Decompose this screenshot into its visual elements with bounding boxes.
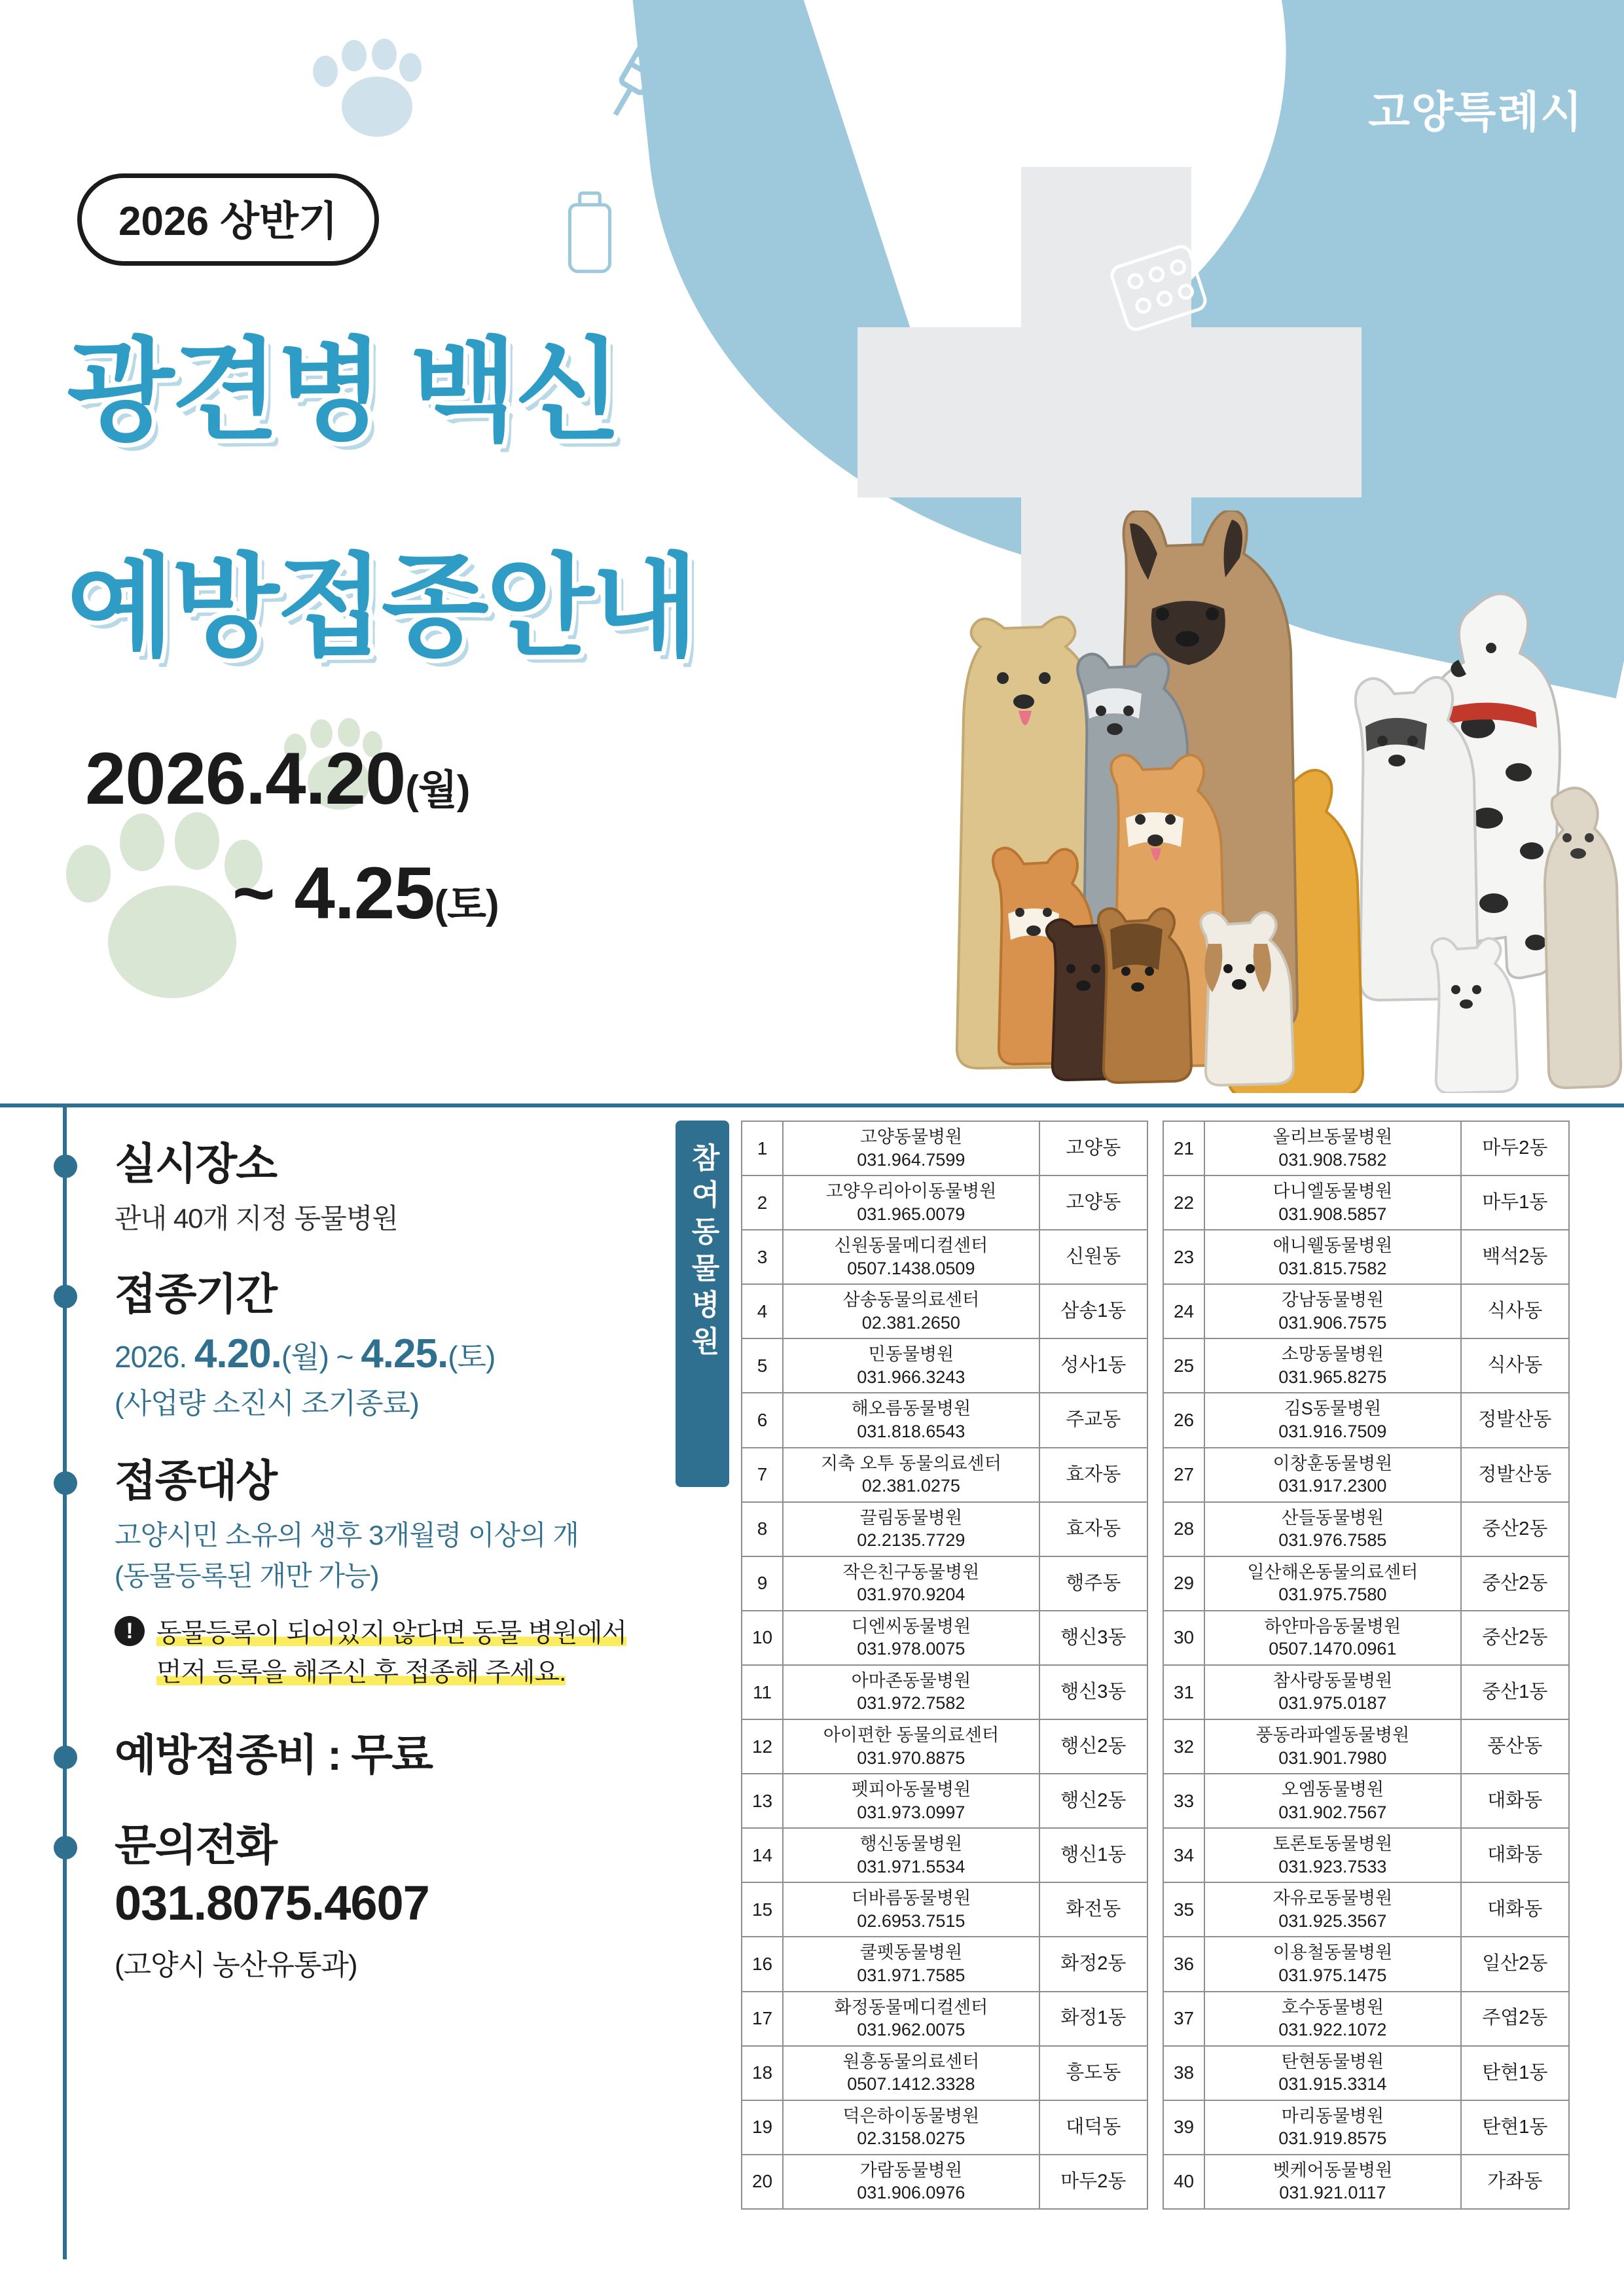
clinic-name: 해오름동물병원 — [851, 1399, 971, 1419]
period-tilde: ~ — [328, 1339, 361, 1374]
table-row — [1163, 1230, 1569, 1284]
clinic-name: 애니웰동물병원 — [1272, 1236, 1393, 1256]
bullet-dot-icon — [54, 1471, 77, 1495]
clinic-name-tel — [1204, 1937, 1461, 1991]
table-row — [742, 2155, 1147, 2209]
clinic-phone[interactable]: 031.975.1475 — [1278, 1965, 1387, 1985]
table-row — [1163, 1284, 1569, 1338]
poster-title-line-1: 광견병 백신 — [67, 329, 620, 454]
dog-small-white — [1432, 939, 1517, 1093]
table-row — [742, 1230, 1147, 1284]
bullet-dot-icon — [54, 1746, 77, 1769]
clinic-number: 40 — [1163, 2155, 1204, 2209]
clinic-district: 행신2동 — [1039, 1774, 1147, 1828]
clinic-name: 참사랑동물병원 — [1272, 1670, 1393, 1691]
clinic-district: 정발산동 — [1461, 1448, 1569, 1502]
period-heading: 접종기간 — [115, 1269, 277, 1318]
clinic-number: 7 — [742, 1448, 783, 1502]
vertical-label-text: 참여동물병원 — [687, 1143, 719, 1363]
clinic-district: 마두2동 — [1039, 2155, 1147, 2209]
clinic-district: 행신3동 — [1039, 1665, 1147, 1719]
clinic-number: 27 — [1163, 1448, 1204, 1502]
clinic-district: 행신1동 — [1039, 1828, 1147, 1882]
clinic-district: 대화동 — [1461, 1774, 1569, 1828]
clinic-district: 중산2동 — [1461, 1502, 1569, 1556]
dog-group-illustration — [668, 511, 1623, 1093]
clinic-phone[interactable]: 031.973.0997 — [857, 1802, 965, 1822]
clinic-name-tel — [783, 1992, 1039, 2046]
clinic-name-tel — [1204, 1882, 1461, 1937]
clinic-district: 성사1동 — [1039, 1338, 1147, 1393]
clinic-name-tel — [1204, 1448, 1461, 1502]
clinic-name: 이창훈동물병원 — [1272, 1453, 1393, 1473]
clinic-table-right — [1163, 1121, 1570, 2210]
table-row — [742, 1121, 1147, 1175]
clinic-district: 행신2동 — [1039, 1719, 1147, 1774]
clinic-name-tel — [1204, 1665, 1461, 1719]
date-end: ~ 4.25 — [232, 852, 435, 934]
date-start-weekday: (월) — [405, 768, 470, 813]
clinic-name: 아마존동물병원 — [851, 1670, 971, 1691]
clinic-phone[interactable]: 031.921.0117 — [1279, 2183, 1386, 2203]
clinic-district: 삼송1동 — [1039, 1284, 1147, 1338]
clinic-name-tel — [783, 1121, 1039, 1175]
table-row — [1163, 1719, 1569, 1774]
clinic-name: 마리동물병원 — [1281, 2106, 1384, 2126]
table-row — [1163, 1992, 1569, 2046]
clinic-district: 탄현1동 — [1461, 2100, 1569, 2155]
clinic-name-tel — [783, 1828, 1039, 1882]
target-line-1: 고양시민 소유의 생후 3개월령 이상의 개 — [115, 1519, 579, 1551]
clinic-phone[interactable]: 031.902.7567 — [1278, 1802, 1387, 1822]
clinic-number: 6 — [742, 1393, 783, 1447]
clinic-number: 36 — [1163, 1937, 1204, 1991]
fee-heading: 예방접종비 : 무료 — [115, 1731, 432, 1780]
clinic-name: 김S동물병원 — [1284, 1399, 1382, 1419]
table-row — [1163, 1338, 1569, 1393]
clinic-district: 고양동 — [1039, 1175, 1147, 1230]
clinic-district: 화전동 — [1039, 1882, 1147, 1937]
clinic-number: 30 — [1163, 1611, 1204, 1665]
clinic-number: 2 — [742, 1175, 783, 1230]
clinic-name: 행신동물병원 — [859, 1834, 963, 1854]
clinic-number: 14 — [742, 1828, 783, 1882]
clinic-phone[interactable]: 031.978.0075 — [857, 1639, 965, 1659]
clinic-name-tel — [1204, 1393, 1461, 1447]
clinic-name: 고양동물병원 — [859, 1127, 963, 1147]
clinic-name-tel — [1204, 2100, 1461, 2155]
table-row — [1163, 1828, 1569, 1882]
clinic-number: 4 — [742, 1284, 783, 1338]
clinic-name: 하얀마음동물병원 — [1264, 1616, 1401, 1636]
clinic-name: 신원동물메디컬센터 — [834, 1236, 988, 1256]
clinic-phone[interactable]: 02.381.2650 — [861, 1312, 960, 1333]
clinic-number: 31 — [1163, 1665, 1204, 1719]
clinic-name: 쿨펫동물병원 — [859, 1943, 963, 1963]
table-row — [742, 1937, 1147, 1991]
clinic-district: 백석2동 — [1461, 1230, 1569, 1284]
clinic-name-tel — [783, 1774, 1039, 1828]
table-row — [742, 1175, 1147, 1230]
clinic-phone[interactable]: 031.970.9204 — [857, 1585, 965, 1605]
clinic-name-tel — [783, 1937, 1039, 1991]
clinic-name-tel — [783, 1556, 1039, 1611]
clinic-district: 흥도동 — [1039, 2046, 1147, 2100]
clinic-number: 26 — [1163, 1393, 1204, 1447]
clinic-phone[interactable]: 02.3158.0275 — [857, 2128, 965, 2149]
clinic-table-section — [676, 1121, 1585, 2210]
clinic-district: 대화동 — [1461, 1882, 1569, 1937]
clinic-phone[interactable]: 031.976.7585 — [1278, 1530, 1387, 1551]
clinic-name-tel — [783, 1230, 1039, 1284]
table-row — [1163, 2046, 1569, 2100]
clinic-phone[interactable]: 031.917.2300 — [1278, 1476, 1387, 1496]
clinic-name: 작은친구동물병원 — [842, 1562, 980, 1582]
table-row — [1163, 1556, 1569, 1611]
notice-text — [156, 1613, 626, 1692]
clinic-number: 23 — [1163, 1230, 1204, 1284]
period-range — [115, 1331, 674, 1377]
clinic-name-tel — [1204, 2046, 1461, 2100]
registration-notice — [115, 1613, 674, 1692]
clinic-number: 18 — [742, 2046, 783, 2100]
clinic-name-tel — [783, 2046, 1039, 2100]
table-row — [1163, 1448, 1569, 1502]
table-row — [1163, 2100, 1569, 2155]
clinic-number: 13 — [742, 1774, 783, 1828]
table-row — [742, 1882, 1147, 1937]
clinic-phone[interactable]: 031.908.5857 — [1278, 1204, 1387, 1224]
clinic-name: 지축 오투 동물의료센터 — [820, 1453, 1001, 1473]
table-row — [1163, 1121, 1569, 1175]
clinic-tables — [741, 1121, 1570, 2210]
clinic-district: 효자동 — [1039, 1502, 1147, 1556]
clinic-phone[interactable]: 02.6953.7515 — [857, 1910, 965, 1931]
paw-print-icon — [62, 808, 259, 1018]
contact-heading: 문의전화 — [115, 1821, 277, 1870]
clinic-district: 화정1동 — [1039, 1992, 1147, 2046]
clinic-district: 중산2동 — [1461, 1611, 1569, 1665]
poster-header-art — [0, 0, 1624, 1106]
clinic-district: 마두1동 — [1461, 1175, 1569, 1230]
clinic-phone[interactable]: 031.915.3314 — [1278, 2074, 1387, 2094]
clinic-number: 20 — [742, 2155, 783, 2209]
clinic-phone[interactable]: 031.966.3243 — [857, 1367, 965, 1387]
clinic-phone[interactable]: 031.919.8575 — [1278, 2128, 1387, 2149]
date-start: 2026.4.20 — [85, 738, 406, 819]
clinic-phone[interactable]: 031.964.7599 — [857, 1149, 965, 1170]
clinic-name: 이용철동물병원 — [1272, 1943, 1393, 1963]
clinic-district: 중산2동 — [1461, 1556, 1569, 1611]
clinic-name-tel — [783, 1719, 1039, 1774]
clinic-name-tel — [1204, 1338, 1461, 1393]
clinic-district: 효자동 — [1039, 1448, 1147, 1502]
clinic-name-tel — [1204, 1774, 1461, 1828]
clinic-phone[interactable]: 031.906.0976 — [857, 2183, 965, 2203]
clinic-number: 32 — [1163, 1719, 1204, 1774]
clinic-number: 9 — [742, 1556, 783, 1611]
clinic-phone[interactable]: 031.908.7582 — [1278, 1149, 1387, 1170]
table-row — [742, 1992, 1147, 2046]
clinic-number: 25 — [1163, 1338, 1204, 1393]
clinic-phone[interactable]: 031.818.6543 — [857, 1422, 965, 1442]
period-prefix: 2026. — [115, 1339, 194, 1374]
clinic-district: 대덕동 — [1039, 2100, 1147, 2155]
clinic-district: 마두2동 — [1461, 1121, 1569, 1175]
clinic-name: 호수동물병원 — [1281, 1997, 1384, 2017]
clinic-name: 풍동라파엘동물병원 — [1255, 1725, 1410, 1746]
clinic-name: 벳케어동물병원 — [1272, 2160, 1393, 2180]
clinic-number: 35 — [1163, 1882, 1204, 1937]
clinic-district: 식사동 — [1461, 1338, 1569, 1393]
notice-line-2: 먼저 등록을 해주신 후 접종해 주세요. — [156, 1658, 566, 1687]
place-text: 관내 40개 지정 동물병원 — [115, 1202, 398, 1234]
clinic-name: 소망동물병원 — [1281, 1344, 1384, 1365]
clinic-name-tel — [783, 1611, 1039, 1665]
period-end-weekday: (토) — [448, 1339, 496, 1374]
clinic-name: 가람동물병원 — [859, 2160, 963, 2180]
clinic-district: 식사동 — [1461, 1284, 1569, 1338]
date-end-weekday: (토) — [434, 882, 499, 927]
clinic-name-tel — [783, 1882, 1039, 1937]
table-row — [742, 1502, 1147, 1556]
table-row — [742, 1665, 1147, 1719]
section-divider — [0, 1103, 1624, 1107]
clinic-district: 가좌동 — [1461, 2155, 1569, 2209]
table-row — [742, 1828, 1147, 1882]
clinic-number: 24 — [1163, 1284, 1204, 1338]
clinic-name-tel — [1204, 1556, 1461, 1611]
clinic-name: 오엠동물병원 — [1281, 1780, 1384, 1800]
period-start: 4.20. — [194, 1331, 281, 1376]
clinic-name: 펫피아동물병원 — [851, 1780, 971, 1800]
table-row — [742, 1338, 1147, 1393]
clinic-number: 39 — [1163, 2100, 1204, 2155]
table-row — [1163, 2155, 1569, 2209]
table-row — [742, 1284, 1147, 1338]
clinic-name-tel — [783, 1502, 1039, 1556]
clinic-name: 덕은하이동물병원 — [842, 2106, 980, 2126]
clinic-district: 신원동 — [1039, 1230, 1147, 1284]
clinic-name-tel — [1204, 1284, 1461, 1338]
clinic-name: 올리브동물병원 — [1272, 1127, 1393, 1147]
clinic-name: 디엔씨동물병원 — [851, 1616, 971, 1636]
clinic-number: 11 — [742, 1665, 783, 1719]
clinic-phone[interactable]: 031.962.0075 — [857, 2020, 965, 2040]
contact-department: (고양시 농산유통과) — [115, 1949, 357, 1982]
clinic-name-tel — [1204, 2155, 1461, 2209]
clinic-number: 15 — [742, 1882, 783, 1937]
clinic-phone[interactable]: 0507.1412.3328 — [847, 2074, 975, 2094]
clinic-phone[interactable]: 031.901.7980 — [1278, 1748, 1387, 1768]
period-end: 4.25. — [361, 1331, 448, 1376]
clinic-phone[interactable]: 031.971.7585 — [857, 1965, 965, 1985]
clinic-name: 삼송동물의료센터 — [842, 1290, 980, 1310]
clinic-phone[interactable]: 031.965.0079 — [857, 1204, 965, 1224]
clinic-number: 8 — [742, 1502, 783, 1556]
place-heading: 실시장소 — [115, 1139, 277, 1188]
clinic-name: 원흥동물의료센터 — [842, 2051, 980, 2072]
clinic-number: 34 — [1163, 1828, 1204, 1882]
clinic-phone[interactable]: 02.2135.7729 — [857, 1530, 965, 1551]
clinic-name-tel — [1204, 1719, 1461, 1774]
paw-print-icon — [308, 36, 419, 154]
clinic-name: 자유로동물병원 — [1272, 1888, 1393, 1909]
clinic-phone[interactable]: 0507.1470.0961 — [1269, 1639, 1397, 1659]
clinic-number: 29 — [1163, 1556, 1204, 1611]
info-block-place — [65, 1139, 674, 1239]
clinic-phone[interactable]: 031.906.7575 — [1278, 1312, 1387, 1333]
clinic-name: 탄현동물병원 — [1281, 2051, 1384, 2072]
clinic-phone[interactable]: 02.381.0275 — [861, 1476, 960, 1496]
clinic-phone[interactable]: 0507.1438.0509 — [847, 1258, 975, 1278]
clinic-district: 화정2동 — [1039, 1937, 1147, 1991]
contact-phone[interactable]: 031.8075.4607 — [115, 1876, 429, 1931]
vaccine-vial-icon — [564, 190, 615, 281]
clinic-phone[interactable]: 031.972.7582 — [857, 1693, 965, 1713]
city-name: 고양특례시 — [1368, 88, 1583, 136]
clinic-number: 5 — [742, 1338, 783, 1393]
table-row — [742, 1719, 1147, 1774]
clinic-number: 22 — [1163, 1175, 1204, 1230]
clinic-name: 강남동물병원 — [1281, 1290, 1384, 1310]
clinic-name-tel — [783, 1284, 1039, 1338]
clinic-phone[interactable]: 031.815.7582 — [1278, 1258, 1387, 1278]
clinic-name-tel — [1204, 1230, 1461, 1284]
clinic-number: 19 — [742, 2100, 783, 2155]
clinic-district: 고양동 — [1039, 1121, 1147, 1175]
clinic-phone[interactable]: 031.916.7509 — [1278, 1422, 1387, 1442]
clinic-name: 민동물병원 — [868, 1344, 954, 1365]
table-row — [1163, 1665, 1569, 1719]
clinic-name: 일산해온동물의료센터 — [1247, 1562, 1418, 1582]
clinic-number: 3 — [742, 1230, 783, 1284]
clinic-district: 정발산동 — [1461, 1393, 1569, 1447]
info-block-fee — [65, 1730, 674, 1781]
clinic-phone[interactable]: 031.970.8875 — [857, 1748, 965, 1768]
clinic-district: 행주동 — [1039, 1556, 1147, 1611]
table-row — [742, 1448, 1147, 1502]
clinic-name-tel — [1204, 1121, 1461, 1175]
clinic-district: 일산2동 — [1461, 1937, 1569, 1991]
clinic-number: 28 — [1163, 1502, 1204, 1556]
poster-date-line-1 — [85, 736, 469, 821]
table-row — [742, 1393, 1147, 1447]
clinic-name-tel — [783, 1665, 1039, 1719]
clinic-district: 주엽2동 — [1461, 1992, 1569, 2046]
table-row — [1163, 1774, 1569, 1828]
bullet-dot-icon — [54, 1836, 77, 1859]
table-row — [742, 1611, 1147, 1665]
clinic-number: 33 — [1163, 1774, 1204, 1828]
period-start-weekday: (월) — [281, 1339, 329, 1374]
clinic-phone[interactable]: 031.975.0187 — [1278, 1693, 1387, 1713]
clinic-table-left — [741, 1121, 1148, 2210]
info-block-contact — [65, 1820, 674, 1983]
table-row — [742, 1774, 1147, 1828]
clinic-name-tel — [783, 1448, 1039, 1502]
clinic-district: 대화동 — [1461, 1828, 1569, 1882]
table-row — [1163, 1611, 1569, 1665]
table-row — [1163, 1175, 1569, 1230]
table-row — [742, 2046, 1147, 2100]
target-heading: 접종대상 — [115, 1456, 277, 1505]
clinic-number: 1 — [742, 1121, 783, 1175]
notice-line-1: 동물등록이 되어있지 않다면 동물 병원에서 — [156, 1619, 626, 1648]
clinic-phone[interactable]: 031.975.7580 — [1278, 1585, 1387, 1605]
clinic-number: 10 — [742, 1611, 783, 1665]
clinic-name: 화정동물메디컬센터 — [834, 1997, 988, 2017]
table-row — [1163, 1882, 1569, 1937]
clinic-district: 주교동 — [1039, 1393, 1147, 1447]
clinic-phone[interactable]: 031.925.3567 — [1278, 1910, 1387, 1931]
clinic-name-tel — [783, 2100, 1039, 2155]
clinic-phone[interactable]: 031.923.7533 — [1278, 1856, 1387, 1876]
clinic-name-tel — [1204, 1992, 1461, 2046]
clinic-name: 토론토동물병원 — [1272, 1834, 1393, 1854]
period-note: (사업량 소진시 조기종료) — [115, 1387, 419, 1420]
clinic-name: 더바름동물병원 — [851, 1888, 971, 1909]
clinic-district: 중산1동 — [1461, 1665, 1569, 1719]
table-row — [1163, 1502, 1569, 1556]
clinic-table-vertical-label — [676, 1121, 729, 1487]
clinic-name-tel — [783, 1338, 1039, 1393]
clinic-name: 다니엘동물병원 — [1272, 1181, 1393, 1202]
clinic-number: 37 — [1163, 1992, 1204, 2046]
clinic-number: 17 — [742, 1992, 783, 2046]
clinic-name-tel — [783, 1175, 1039, 1230]
clinic-name-tel — [1204, 1611, 1461, 1665]
clinic-name-tel — [1204, 1828, 1461, 1882]
exclamation-icon: ! — [115, 1616, 145, 1646]
info-column — [65, 1139, 674, 1995]
season-badge: 2026 상반기 — [77, 173, 379, 266]
info-block-target — [65, 1456, 674, 1693]
target-line-2: (동물등록된 개만 가능) — [115, 1560, 379, 1592]
bullet-dot-icon — [54, 1155, 77, 1178]
syringe-icon — [576, 13, 700, 137]
poster-date-line-2 — [232, 851, 499, 935]
clinic-number: 16 — [742, 1937, 783, 1991]
clinic-phone[interactable]: 031.965.8275 — [1278, 1367, 1387, 1387]
clinic-number: 21 — [1163, 1121, 1204, 1175]
clinic-number: 12 — [742, 1719, 783, 1774]
clinic-district: 풍산동 — [1461, 1719, 1569, 1774]
table-row — [1163, 1393, 1569, 1447]
table-row — [742, 1556, 1147, 1611]
clinic-phone[interactable]: 031.971.5534 — [857, 1856, 965, 1876]
clinic-number: 38 — [1163, 2046, 1204, 2100]
info-block-period — [65, 1269, 674, 1422]
table-row — [742, 2100, 1147, 2155]
clinic-district: 탄현1동 — [1461, 2046, 1569, 2100]
clinic-district: 행신3동 — [1039, 1611, 1147, 1665]
table-row — [1163, 1937, 1569, 1991]
clinic-name-tel — [783, 2155, 1039, 2209]
clinic-name-tel — [783, 1393, 1039, 1447]
clinic-phone[interactable]: 031.922.1072 — [1278, 2020, 1387, 2040]
clinic-name: 끌림동물병원 — [859, 1507, 963, 1528]
poster-title-line-2: 예방접종안내 — [67, 545, 696, 670]
clinic-name-tel — [1204, 1175, 1461, 1230]
clinic-name: 산들동물병원 — [1281, 1507, 1384, 1528]
clinic-name: 아이편한 동물의료센터 — [823, 1725, 1000, 1746]
clinic-name-tel — [1204, 1502, 1461, 1556]
bullet-dot-icon — [54, 1285, 77, 1308]
clinic-name: 고양우리아이동물병원 — [825, 1181, 997, 1202]
